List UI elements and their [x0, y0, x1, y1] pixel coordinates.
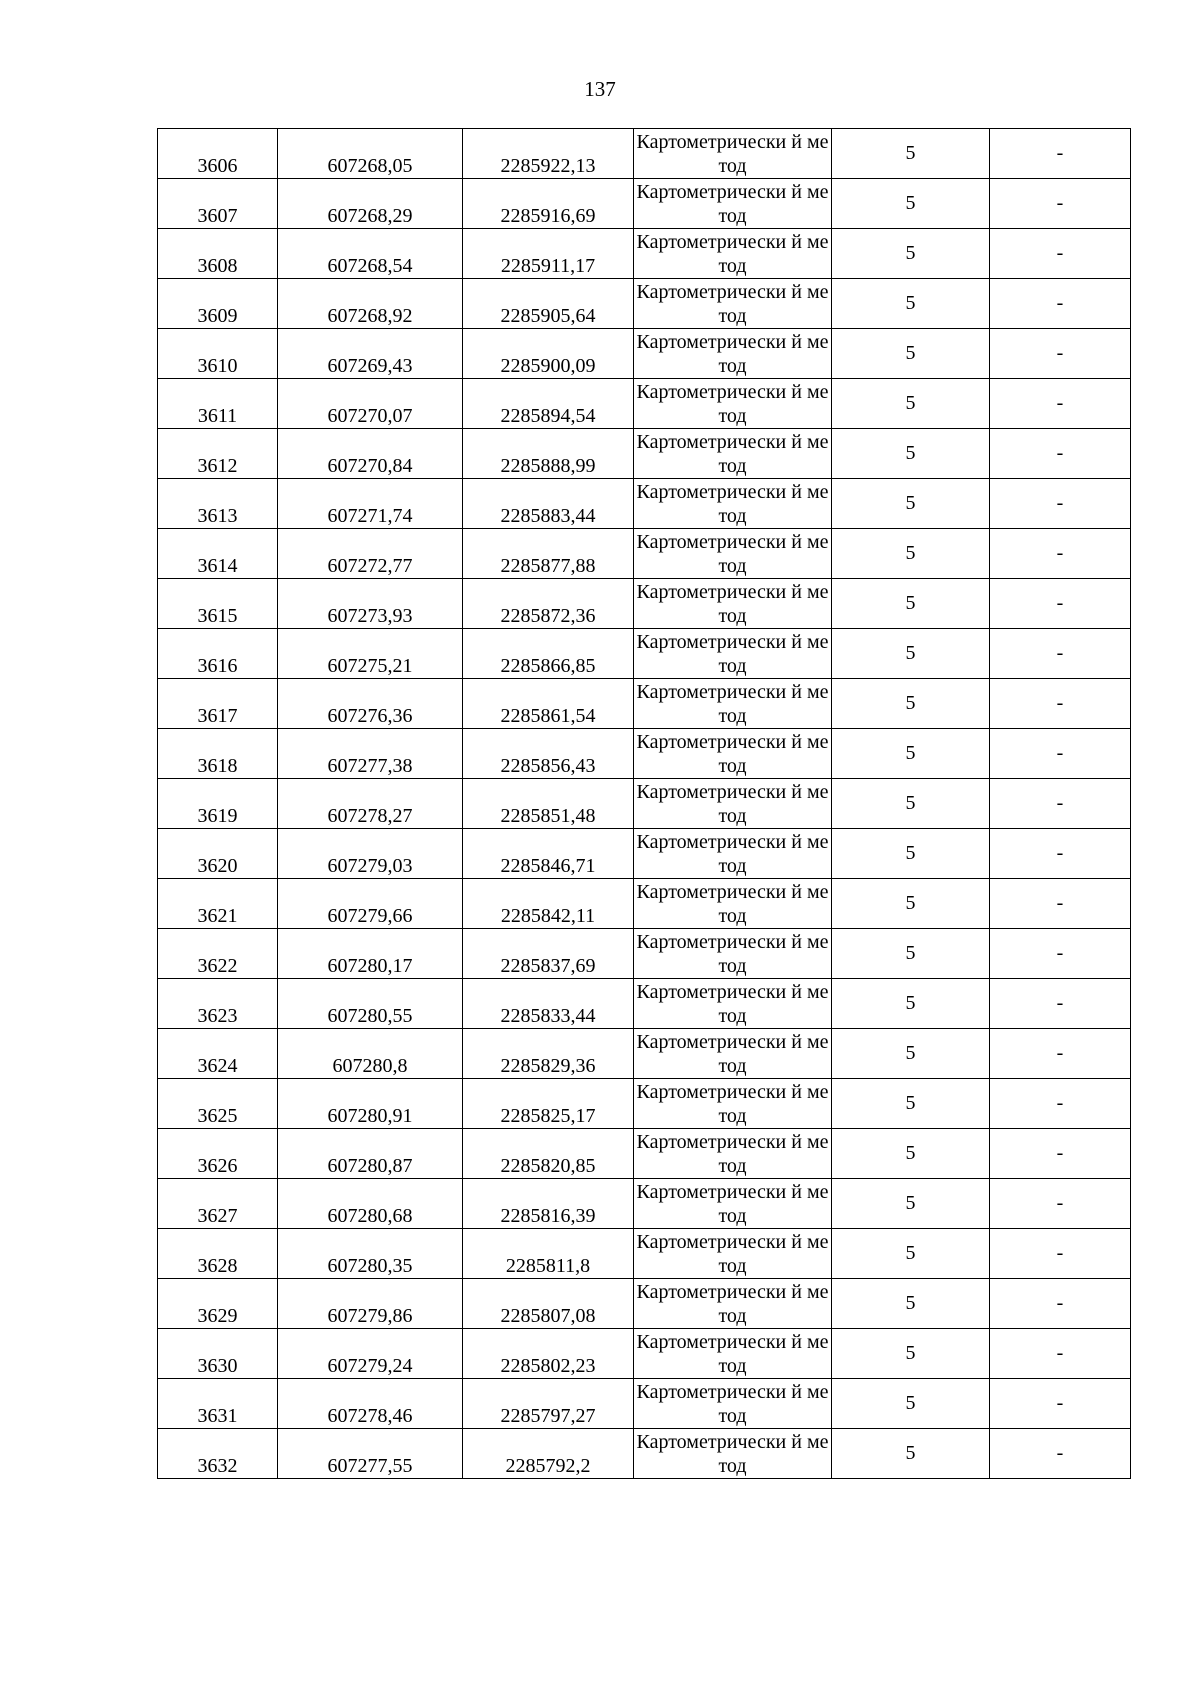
y-coordinate-cell: 2285916,69 [463, 179, 634, 229]
note-cell: - [990, 229, 1131, 279]
x-coordinate-cell: 607275,21 [278, 629, 463, 679]
method-cell: Картометрически й метод [634, 779, 832, 829]
note-cell: - [990, 529, 1131, 579]
accuracy-cell: 5 [832, 1079, 990, 1129]
method-cell: Картометрически й метод [634, 1229, 832, 1279]
y-coordinate-cell: 2285911,17 [463, 229, 634, 279]
method-cell: Картометрически й метод [634, 1329, 832, 1379]
x-coordinate-cell: 607280,91 [278, 1079, 463, 1129]
note-cell: - [990, 1029, 1131, 1079]
x-coordinate-cell: 607280,8 [278, 1029, 463, 1079]
x-coordinate-cell: 607278,46 [278, 1379, 463, 1429]
accuracy-cell: 5 [832, 229, 990, 279]
x-coordinate-cell: 607268,92 [278, 279, 463, 329]
y-coordinate-cell: 2285888,99 [463, 429, 634, 479]
y-coordinate-cell: 2285802,23 [463, 1329, 634, 1379]
table-row [158, 1079, 1131, 1129]
y-coordinate-cell: 2285811,8 [463, 1229, 634, 1279]
point-number-cell: 3610 [158, 329, 278, 379]
y-coordinate-cell: 2285846,71 [463, 829, 634, 879]
method-cell: Картометрически й метод [634, 979, 832, 1029]
y-coordinate-cell: 2285883,44 [463, 479, 634, 529]
x-coordinate-cell: 607279,03 [278, 829, 463, 879]
point-number-cell: 3623 [158, 979, 278, 1029]
x-coordinate-cell: 607272,77 [278, 529, 463, 579]
note-cell: - [990, 779, 1131, 829]
method-cell: Картометрически й метод [634, 279, 832, 329]
point-number-cell: 3626 [158, 1129, 278, 1179]
point-number-cell: 3622 [158, 929, 278, 979]
note-cell: - [990, 329, 1131, 379]
y-coordinate-cell: 2285842,11 [463, 879, 634, 929]
point-number-cell: 3620 [158, 829, 278, 879]
accuracy-cell: 5 [832, 429, 990, 479]
note-cell: - [990, 279, 1131, 329]
method-cell: Картометрически й метод [634, 1129, 832, 1179]
accuracy-cell: 5 [832, 979, 990, 1029]
x-coordinate-cell: 607277,38 [278, 729, 463, 779]
point-number-cell: 3619 [158, 779, 278, 829]
table-row [158, 579, 1131, 629]
point-number-cell: 3607 [158, 179, 278, 229]
point-number-cell: 3624 [158, 1029, 278, 1079]
point-number-cell: 3613 [158, 479, 278, 529]
method-cell: Картометрически й метод [634, 629, 832, 679]
table-row [158, 1129, 1131, 1179]
point-number-cell: 3608 [158, 229, 278, 279]
method-cell: Картометрически й метод [634, 1379, 832, 1429]
y-coordinate-cell: 2285833,44 [463, 979, 634, 1029]
x-coordinate-cell: 607268,54 [278, 229, 463, 279]
x-coordinate-cell: 607269,43 [278, 329, 463, 379]
x-coordinate-cell: 607273,93 [278, 579, 463, 629]
method-cell: Картометрически й метод [634, 929, 832, 979]
y-coordinate-cell: 2285807,08 [463, 1279, 634, 1329]
table-row [158, 379, 1131, 429]
note-cell: - [990, 379, 1131, 429]
accuracy-cell: 5 [832, 929, 990, 979]
note-cell: - [990, 1379, 1131, 1429]
method-cell: Картометрически й метод [634, 1429, 832, 1479]
y-coordinate-cell: 2285900,09 [463, 329, 634, 379]
note-cell: - [990, 979, 1131, 1029]
y-coordinate-cell: 2285922,13 [463, 129, 634, 179]
method-cell: Картометрически й метод [634, 579, 832, 629]
point-number-cell: 3630 [158, 1329, 278, 1379]
table-row [158, 1279, 1131, 1329]
table-row [158, 479, 1131, 529]
accuracy-cell: 5 [832, 1229, 990, 1279]
y-coordinate-cell: 2285872,36 [463, 579, 634, 629]
table-row [158, 879, 1131, 929]
note-cell: - [990, 1429, 1131, 1479]
method-cell: Картометрически й метод [634, 1079, 832, 1129]
table-row [158, 1229, 1131, 1279]
point-number-cell: 3612 [158, 429, 278, 479]
method-cell: Картометрически й метод [634, 379, 832, 429]
table-row [158, 1329, 1131, 1379]
point-number-cell: 3606 [158, 129, 278, 179]
accuracy-cell: 5 [832, 779, 990, 829]
accuracy-cell: 5 [832, 1329, 990, 1379]
y-coordinate-cell: 2285856,43 [463, 729, 634, 779]
accuracy-cell: 5 [832, 1379, 990, 1429]
point-number-cell: 3628 [158, 1229, 278, 1279]
x-coordinate-cell: 607280,17 [278, 929, 463, 979]
table-row [158, 1029, 1131, 1079]
accuracy-cell: 5 [832, 1179, 990, 1229]
point-number-cell: 3625 [158, 1079, 278, 1129]
y-coordinate-cell: 2285861,54 [463, 679, 634, 729]
y-coordinate-cell: 2285829,36 [463, 1029, 634, 1079]
y-coordinate-cell: 2285894,54 [463, 379, 634, 429]
accuracy-cell: 5 [832, 379, 990, 429]
table-row [158, 679, 1131, 729]
method-cell: Картометрически й метод [634, 1279, 832, 1329]
accuracy-cell: 5 [832, 479, 990, 529]
x-coordinate-cell: 607280,68 [278, 1179, 463, 1229]
table-row [158, 829, 1131, 879]
note-cell: - [990, 179, 1131, 229]
x-coordinate-cell: 607279,66 [278, 879, 463, 929]
accuracy-cell: 5 [832, 679, 990, 729]
note-cell: - [990, 1279, 1131, 1329]
table-row [158, 979, 1131, 1029]
point-number-cell: 3631 [158, 1379, 278, 1429]
accuracy-cell: 5 [832, 729, 990, 779]
accuracy-cell: 5 [832, 579, 990, 629]
note-cell: - [990, 929, 1131, 979]
accuracy-cell: 5 [832, 1129, 990, 1179]
note-cell: - [990, 1329, 1131, 1379]
note-cell: - [990, 679, 1131, 729]
accuracy-cell: 5 [832, 129, 990, 179]
note-cell: - [990, 479, 1131, 529]
table-row [158, 129, 1131, 179]
point-number-cell: 3618 [158, 729, 278, 779]
method-cell: Картометрически й метод [634, 879, 832, 929]
method-cell: Картометрически й метод [634, 329, 832, 379]
note-cell: - [990, 1229, 1131, 1279]
method-cell: Картометрически й метод [634, 1029, 832, 1079]
point-number-cell: 3627 [158, 1179, 278, 1229]
accuracy-cell: 5 [832, 1279, 990, 1329]
method-cell: Картометрически й метод [634, 1179, 832, 1229]
table-row [158, 929, 1131, 979]
accuracy-cell: 5 [832, 629, 990, 679]
y-coordinate-cell: 2285816,39 [463, 1179, 634, 1229]
note-cell: - [990, 1179, 1131, 1229]
method-cell: Картометрически й метод [634, 429, 832, 479]
accuracy-cell: 5 [832, 279, 990, 329]
x-coordinate-cell: 607271,74 [278, 479, 463, 529]
method-cell: Картометрически й метод [634, 829, 832, 879]
point-number-cell: 3615 [158, 579, 278, 629]
point-number-cell: 3616 [158, 629, 278, 679]
method-cell: Картометрически й метод [634, 729, 832, 779]
method-cell: Картометрически й метод [634, 129, 832, 179]
method-cell: Картометрически й метод [634, 679, 832, 729]
table-row [158, 329, 1131, 379]
table-row [158, 429, 1131, 479]
x-coordinate-cell: 607270,07 [278, 379, 463, 429]
y-coordinate-cell: 2285837,69 [463, 929, 634, 979]
note-cell: - [990, 1129, 1131, 1179]
accuracy-cell: 5 [832, 529, 990, 579]
x-coordinate-cell: 607280,55 [278, 979, 463, 1029]
table-body [158, 129, 1131, 1479]
point-number-cell: 3621 [158, 879, 278, 929]
note-cell: - [990, 579, 1131, 629]
note-cell: - [990, 1079, 1131, 1129]
point-number-cell: 3611 [158, 379, 278, 429]
table-row [158, 1429, 1131, 1479]
note-cell: - [990, 729, 1131, 779]
accuracy-cell: 5 [832, 329, 990, 379]
method-cell: Картометрически й метод [634, 529, 832, 579]
table-row [158, 1179, 1131, 1229]
y-coordinate-cell: 2285797,27 [463, 1379, 634, 1429]
x-coordinate-cell: 607278,27 [278, 779, 463, 829]
method-cell: Картометрически й метод [634, 479, 832, 529]
accuracy-cell: 5 [832, 1429, 990, 1479]
method-cell: Картометрически й метод [634, 179, 832, 229]
table-row [158, 529, 1131, 579]
note-cell: - [990, 429, 1131, 479]
x-coordinate-cell: 607279,24 [278, 1329, 463, 1379]
x-coordinate-cell: 607277,55 [278, 1429, 463, 1479]
method-cell: Картометрически й метод [634, 229, 832, 279]
table-row [158, 179, 1131, 229]
note-cell: - [990, 879, 1131, 929]
note-cell: - [990, 629, 1131, 679]
point-number-cell: 3632 [158, 1429, 278, 1479]
accuracy-cell: 5 [832, 1029, 990, 1079]
table-row [158, 629, 1131, 679]
table-row [158, 779, 1131, 829]
x-coordinate-cell: 607280,87 [278, 1129, 463, 1179]
x-coordinate-cell: 607280,35 [278, 1229, 463, 1279]
y-coordinate-cell: 2285866,85 [463, 629, 634, 679]
point-number-cell: 3617 [158, 679, 278, 729]
y-coordinate-cell: 2285792,2 [463, 1429, 634, 1479]
table-row [158, 279, 1131, 329]
point-number-cell: 3629 [158, 1279, 278, 1329]
x-coordinate-cell: 607279,86 [278, 1279, 463, 1329]
y-coordinate-cell: 2285877,88 [463, 529, 634, 579]
x-coordinate-cell: 607268,05 [278, 129, 463, 179]
y-coordinate-cell: 2285851,48 [463, 779, 634, 829]
accuracy-cell: 5 [832, 829, 990, 879]
y-coordinate-cell: 2285905,64 [463, 279, 634, 329]
table-row [158, 729, 1131, 779]
y-coordinate-cell: 2285820,85 [463, 1129, 634, 1179]
x-coordinate-cell: 607276,36 [278, 679, 463, 729]
table-row [158, 1379, 1131, 1429]
y-coordinate-cell: 2285825,17 [463, 1079, 634, 1129]
page-number: 137 [584, 77, 616, 101]
point-number-cell: 3614 [158, 529, 278, 579]
note-cell: - [990, 129, 1131, 179]
accuracy-cell: 5 [832, 179, 990, 229]
x-coordinate-cell: 607270,84 [278, 429, 463, 479]
coordinates-table [157, 128, 1131, 1479]
accuracy-cell: 5 [832, 879, 990, 929]
x-coordinate-cell: 607268,29 [278, 179, 463, 229]
point-number-cell: 3609 [158, 279, 278, 329]
table-row [158, 229, 1131, 279]
note-cell: - [990, 829, 1131, 879]
